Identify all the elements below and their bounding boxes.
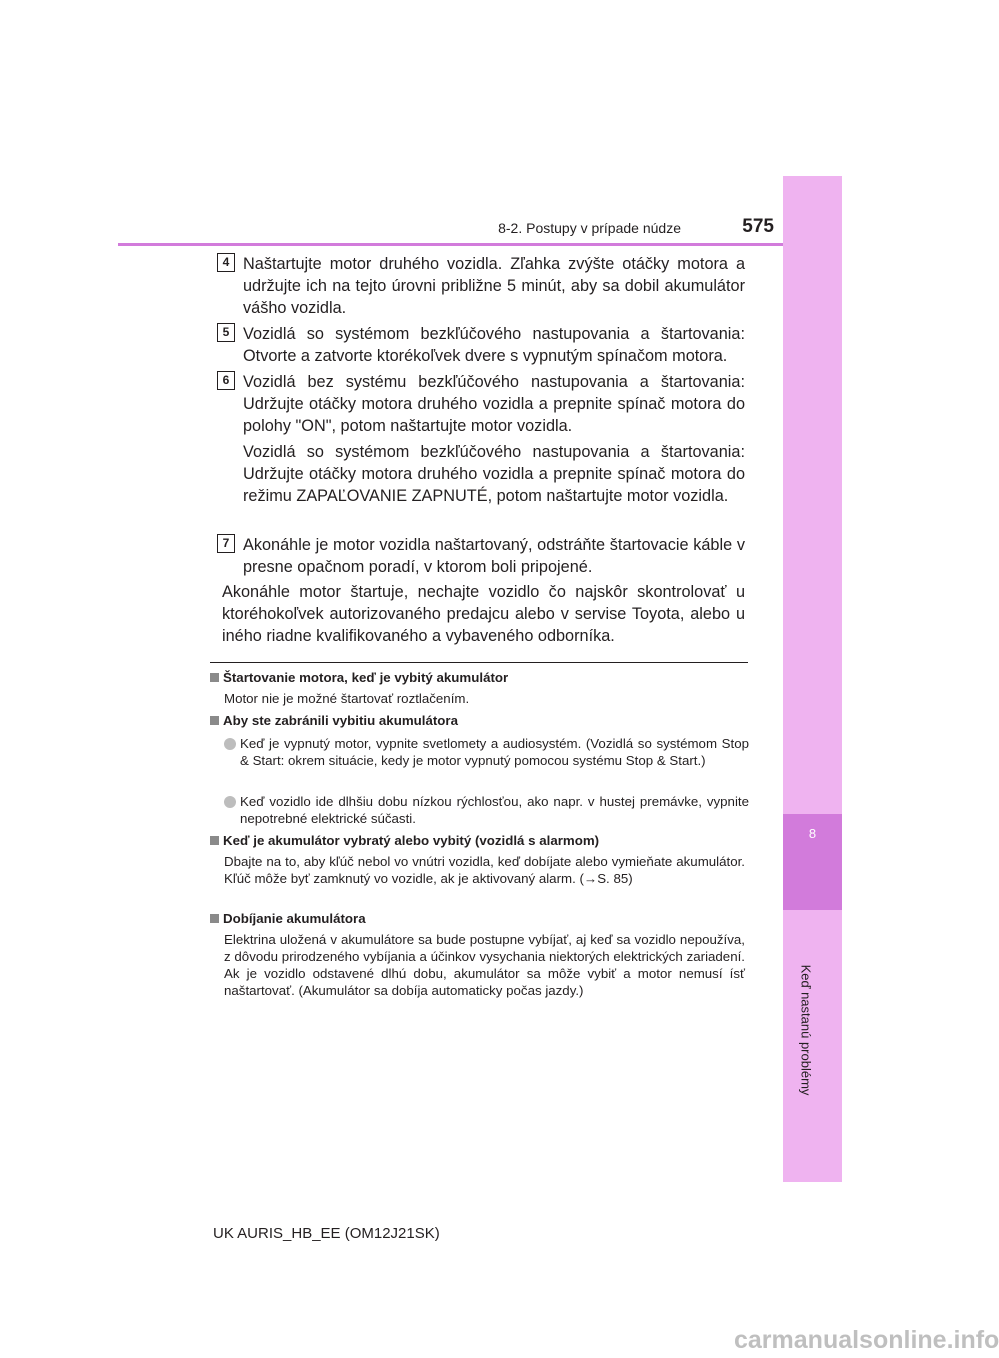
closing-paragraph: Akonáhle motor štartuje, nechajte vozidlo čo najskôr skontrolovať u ktoréhokoľvek autorizovaného predajcu alebo v servise Toyota, alebo u iného riadne kvalifikovaného a vybaveného odborníka. bbox=[222, 583, 745, 645]
circle-bullet-icon bbox=[224, 796, 236, 808]
square-bullet-icon bbox=[210, 673, 219, 682]
notes-divider bbox=[210, 662, 748, 663]
header-divider bbox=[118, 243, 783, 246]
step-text-7: Akonáhle je motor vozidla naštartovaný, odstráňte štartovacie káble v presne opačnom poradí, v ktorom boli pripojené. bbox=[243, 536, 745, 576]
note-heading: Keď je akumulátor vybratý alebo vybitý (vozidlá s alarmom) bbox=[210, 833, 599, 848]
note-heading: Aby ste zabránili vybitiu akumulátora bbox=[210, 713, 458, 728]
note-heading: Dobíjanie akumulátora bbox=[210, 911, 366, 926]
step-text-6-alt: Vozidlá so systémom bezkľúčového nastupovania a štartovania: Udržujte otáčky motora druhého vozidla a prepnite spínač motora do režimu ZAPAĽOVANIE ZAPNUTÉ, potom naštartujte motor vozidla. bbox=[243, 443, 745, 505]
chapter-number: 8 bbox=[808, 826, 817, 841]
circle-bullet-icon bbox=[224, 738, 236, 750]
chapter-title: Keď nastanú problémy bbox=[798, 964, 814, 1096]
note-body: Dbajte na to, aby kľúč nebol vo vnútri vozidla, keď dobíjate alebo vymieňate akumulátor. Kľúč môže byť zamknutý vo vozidle, ak je aktivovaný alarm. (→S. 85) bbox=[224, 854, 745, 886]
watermark: carmanualsonline.info bbox=[734, 1326, 999, 1354]
step-number-5: 5 bbox=[217, 323, 235, 342]
step-text-4: Naštartujte motor druhého vozidla. Zľahka zvýšte otáčky motora a udržujte ich na tejto úrovni približne 5 minút, aby sa dobil akumulátor vášho vozidla. bbox=[243, 255, 745, 317]
step-text-5: Vozidlá so systémom bezkľúčového nastupovania a štartovania: Otvorte a zatvorte ktorékoľvek dvere s vypnutým spínačom motora. bbox=[243, 325, 745, 365]
note-body: Elektrina uložená v akumulátore sa bude postupne vybíjať, aj keď sa vozidlo nepoužíva, z dôvodu prirodzeného vybíjania a účinkov vysychania niektorých elektrických zariadení. Ak je vozidlo odstavené dlhú dobu, akumulátor sa môže vybiť a motor nemusí ísť naštartovať. (Akumulátor sa dobíja automaticky počas jazdy.) bbox=[224, 932, 745, 998]
note-heading: Štartovanie motora, keď je vybitý akumulátor bbox=[210, 670, 508, 685]
page-number: 575 bbox=[742, 216, 774, 237]
square-bullet-icon bbox=[210, 716, 219, 725]
step-number-4: 4 bbox=[217, 253, 235, 272]
step-text-6: Vozidlá bez systému bezkľúčového nastupovania a štartovania: Udržujte otáčky motora druhého vozidla a prepnite spínač motora do polohy "ON", potom naštartujte motor vozidla. bbox=[243, 373, 745, 435]
note-bullet-text: Keď je vypnutý motor, vypnite svetlomety a audiosystém. (Vozidlá so systémom Stop & Start: okrem situácie, kedy je motor vypnutý pomocou systému Stop & Start.) bbox=[240, 736, 749, 768]
step-number-7: 7 bbox=[217, 534, 235, 553]
document-code-footer: UK AURIS_HB_EE (OM12J21SK) bbox=[213, 1225, 440, 1242]
square-bullet-icon bbox=[210, 914, 219, 923]
step-number-6: 6 bbox=[217, 371, 235, 390]
square-bullet-icon bbox=[210, 836, 219, 845]
note-bullet-text: Keď vozidlo ide dlhšiu dobu nízkou rýchlosťou, ako napr. v hustej premávke, vypnite nepotrebné elektrické súčasti. bbox=[240, 794, 749, 826]
header-section-title: 8-2. Postupy v prípade núdze bbox=[498, 220, 681, 236]
note-body: Motor nie je možné štartovať roztlačením. bbox=[224, 691, 470, 706]
